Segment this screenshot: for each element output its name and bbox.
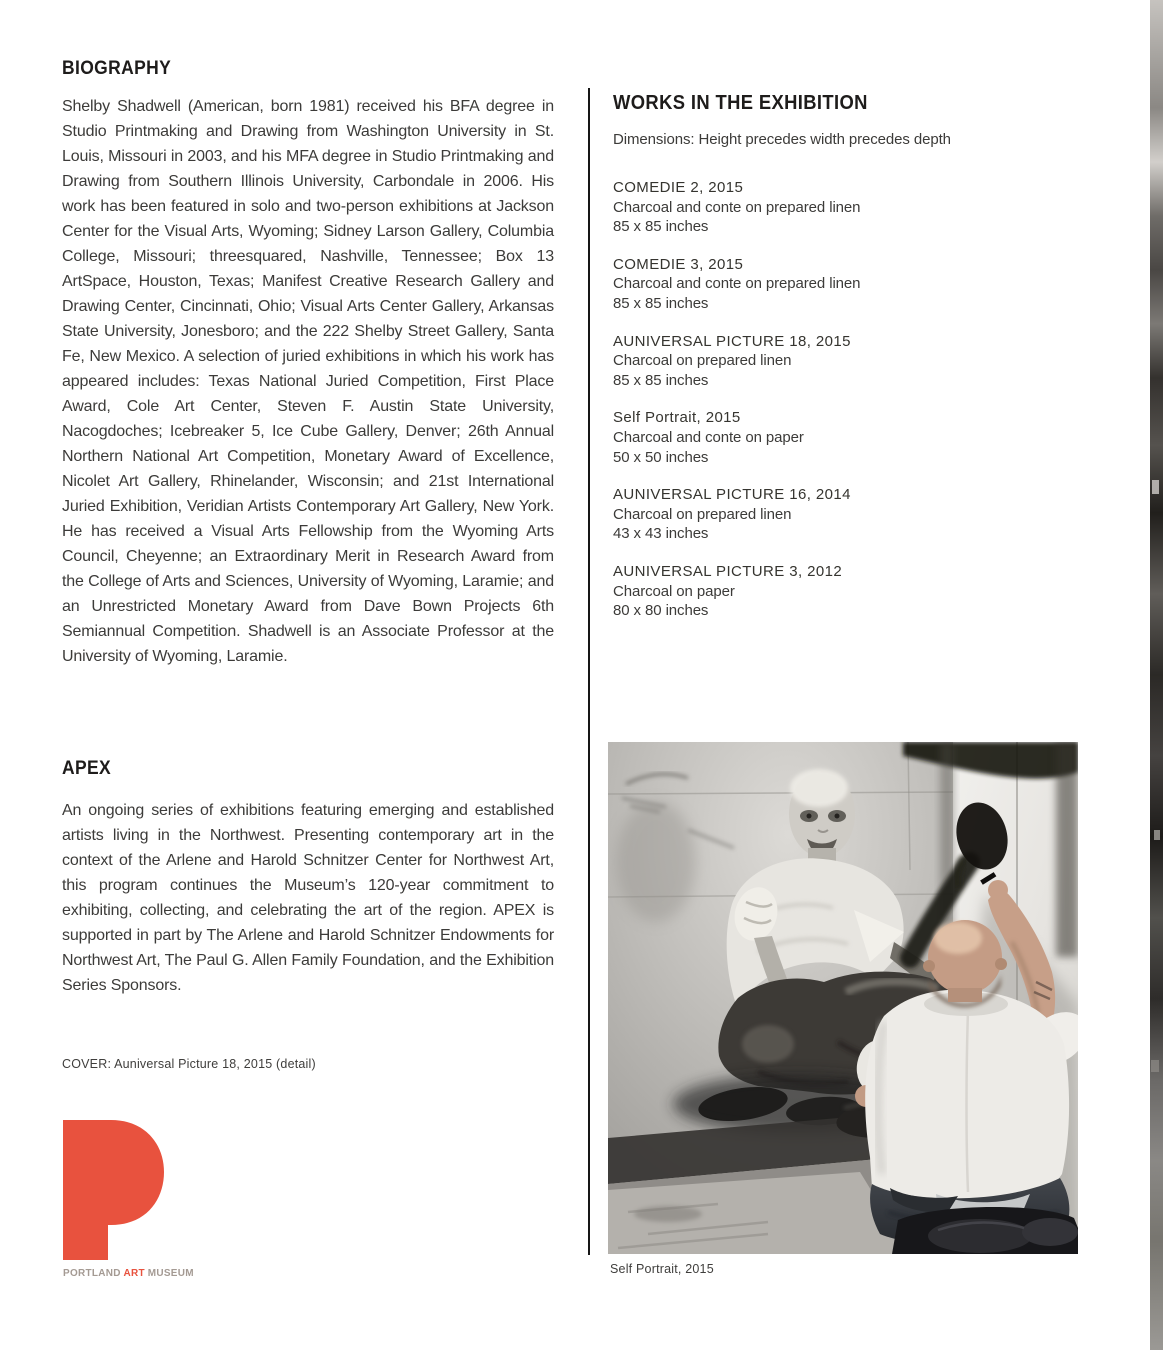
wordmark-art: ART [123, 1267, 145, 1279]
edge-artwork-texture [1150, 0, 1163, 1350]
work-size: 80 x 80 inches [613, 602, 709, 620]
biography-paragraph: Shelby Shadwell (American, born 1981) received his BFA degree in Studio Printmaking and Drawing from Washington University in St. Louis, Missouri in 2003, and his MFA degree in Studio Printmaking and Drawing from Southern Illinois University, Carbondale in 2006. His work has been featured in solo and two-person exhibitions at Jackson Center for the Visual Arts, Wyoming; Sidney Larson Gallery, Columbia College, Missouri; threesquared, Nashville, Tennessee; Box 13 ArtSpace, Houston, Texas; Manifest Creative Research Gallery and Drawing Center, Cincinnati, Ohio; Visual Arts Center Gallery, Arkansas State University, Jonesboro; and the 222 Shelby Street Gallery, Santa Fe, New Mexico. A selection of juried exhibitions in which his work has appeared includes: Texas National Juried Competition, First Place Award, Cole Art Center, Steven F. Austin State University, Nacogdoches; Icebreaker 5, Ice Cube Gallery, Denver; 26th Annual Northern National Art Competition, Monetary Award of Excellence, Nicolet Art Gallery, Rhinelander, Wisconsin; and 21st International Juried Exhibition, Veridian Artists Contemporary Art Gallery, New York. He has received a Visual Arts Fellowship from the Wyoming Arts Council, Cheyenne; an Extraordinary Merit in Research Award from the College of Arts and Sciences, University of Wyoming, Laramie; and an Unrestricted Monetary Award from Dave Bown Projects 6th Semiannual Competition. Shadwell is an Associate Professor at the University of Wyoming, Laramie. [62, 98, 554, 665]
work-entry [613, 485, 1043, 544]
work-title: AUNIVERSAL PICTURE 3, 2012 [613, 562, 843, 580]
work-title: AUNIVERSAL PICTURE 18, 2015 [613, 332, 851, 350]
work-size: 50 x 50 inches [613, 448, 709, 466]
logo-p-icon [63, 1120, 164, 1260]
work-medium: Charcoal and conte on prepared linen [613, 275, 861, 293]
work-entry [613, 332, 1043, 391]
portland-art-museum-logo [63, 1120, 213, 1279]
logo-wordmark [63, 1267, 206, 1279]
work-entry [613, 408, 1043, 467]
works-heading: WORKS IN THE EXHIBITION [613, 92, 868, 114]
apex-heading: APEX [62, 758, 112, 779]
work-title: AUNIVERSAL PICTURE 16, 2014 [613, 486, 851, 504]
work-medium: Charcoal on paper [613, 582, 735, 600]
cover-credit-note: COVER: Auniversal Picture 18, 2015 (detail) [62, 1057, 316, 1071]
apex-paragraph: An ongoing series of exhibitions featuring emerging and established artists living in the Northwest. Presenting contemporary art in the context of the Arlene and Harold Schnitzer Center for Northwest Art, this program continues the Museum’s 120-year commitment to exhibiting, collecting, and celebrating the art of the region. APEX is supported in part by The Arlene and Harold Schnitzer Endowments for Northwest Art, The Paul G. Allen Family Foundation, and the Exhibition Series Sponsors. [62, 802, 554, 994]
biography-heading: BIOGRAPHY [62, 58, 172, 79]
works-list [613, 178, 1043, 639]
work-entry [613, 255, 1043, 314]
wordmark-museum: MUSEUM [147, 1267, 194, 1279]
work-medium: Charcoal and conte on paper [613, 428, 804, 446]
work-entry [613, 562, 1043, 621]
photo-artist-at-work [608, 742, 1078, 1254]
work-medium: Charcoal on prepared linen [613, 505, 792, 523]
page-edge-artwork-strip [1150, 0, 1163, 1350]
photo-caption: Self Portrait, 2015 [610, 1262, 714, 1276]
column-divider-rule [588, 88, 590, 1255]
work-size: 85 x 85 inches [613, 218, 709, 236]
dimensions-note: Dimensions: Height precedes width precedes depth [613, 131, 951, 148]
wordmark-portland: PORTLAND [63, 1267, 121, 1279]
work-title: COMEDIE 3, 2015 [613, 255, 744, 273]
work-size: 43 x 43 inches [613, 525, 709, 543]
work-size: 85 x 85 inches [613, 294, 709, 312]
work-medium: Charcoal on prepared linen [613, 352, 792, 370]
work-title: COMEDIE 2, 2015 [613, 179, 744, 196]
work-title: Self Portrait, 2015 [613, 409, 741, 427]
work-medium: Charcoal and conte on prepared linen [613, 198, 861, 216]
work-size: 85 x 85 inches [613, 371, 709, 389]
exhibition-photo [608, 742, 1078, 1254]
work-entry [613, 178, 1043, 237]
